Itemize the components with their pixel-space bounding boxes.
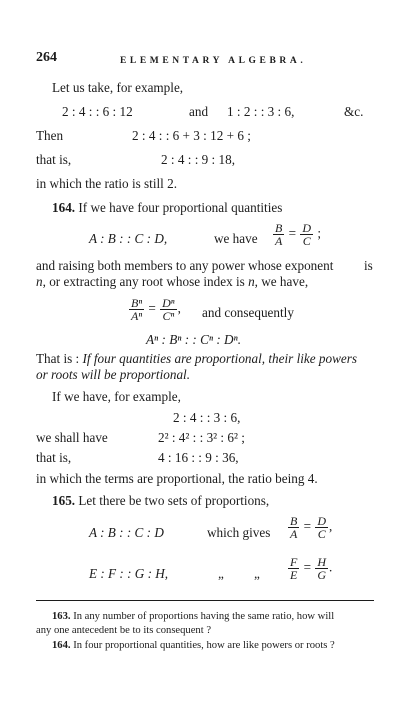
text-word: we shall have: [36, 430, 108, 445]
fraction: $\frac{\text{Bⁿ}}{\text{Aⁿ}}$: [131, 296, 143, 323]
section-number: 164.: [52, 200, 76, 215]
text-word: which gives: [207, 525, 271, 540]
footnote-question-163-continued: any one antecedent be to its consequent ?: [36, 625, 212, 636]
footnote-question-164: 164. In four proportional quantities, how are like powers or roots ?: [52, 640, 335, 651]
fraction: $\frac{D}{C}$: [302, 221, 312, 248]
fraction: $\frac{B}{A}$: [275, 221, 283, 248]
footnote-divider: [36, 600, 374, 601]
fraction: $\frac{B}{A}$: [290, 514, 298, 541]
equation: Aⁿ : Bⁿ : : Cⁿ : Dⁿ.: [146, 332, 241, 347]
section-164-heading: [52, 200, 282, 216]
text-line: and consequently: [202, 305, 294, 320]
text-word: that is,: [36, 450, 72, 465]
text-word: that is,: [36, 152, 72, 167]
equation: 2 : 4 : : 9 : 18,: [161, 152, 235, 167]
text-line: in which the ratio is still 2.: [36, 176, 178, 191]
text-line: That is : If four quantities are proportional, their like powers: [36, 351, 358, 366]
section-number: 165.: [52, 493, 76, 508]
text-line: in which the terms are proportional, the ratio being 4.: [36, 471, 318, 486]
fraction: $\frac{F}{E}$: [290, 555, 298, 582]
text-line: Let us take, for example,: [52, 80, 184, 95]
proportion-example: 1 : 2 : : 3 : 6,: [227, 104, 295, 119]
fraction: $\frac{D}{C}$: [317, 514, 327, 541]
ditto-mark: „: [218, 566, 224, 581]
section-text: If we have four proportional quantities: [78, 200, 283, 215]
fraction-equation: $\frac{B}{A}$ = $\frac{D}{C}$ ;: [275, 221, 322, 248]
equation: 2 : 4 : : 3 : 6,: [173, 410, 241, 425]
text-word: and: [189, 104, 209, 119]
text-word: we have: [214, 231, 258, 246]
text-word: &c.: [344, 104, 364, 119]
fraction: $\frac{H}{G}$: [317, 555, 327, 582]
fraction-equation: $\frac{\text{Bⁿ}}{\text{Aⁿ}}$ = $\frac{\text{Dⁿ}}{\text{Cⁿ}}$ ,: [131, 296, 181, 323]
running-title: ELEMENTARY ALGEBRA.: [120, 56, 307, 66]
page-number: 264: [36, 50, 57, 65]
text-word: is: [364, 258, 373, 273]
proportion-example: 2 : 4 : : 6 : 12: [62, 104, 133, 119]
text-line: If we have, for example,: [52, 389, 181, 404]
proportion: E : F : : G : H,: [89, 566, 169, 581]
text-line: and raising both members to any power whose exponent: [36, 258, 334, 273]
equation: 2² : 4² : : 3² : 6² ;: [158, 430, 245, 445]
equation: 4 : 16 : : 9 : 36,: [158, 450, 239, 465]
fraction: $\frac{\text{Dⁿ}}{\text{Cⁿ}}$: [162, 296, 175, 323]
fraction-equation: $\frac{F}{E}$ = $\frac{H}{G}$ .: [290, 555, 333, 582]
equation: [89, 231, 167, 247]
ditto-mark: „: [254, 566, 260, 581]
equation: 2 : 4 : : 6 + 3 : 12 + 6 ;: [132, 128, 251, 143]
text-line: n, or extracting any root whose index is n, we have,: [36, 274, 309, 289]
proportion: A : B : : C : D,: [89, 231, 168, 246]
section-text: Let there be two sets of proportions,: [78, 493, 270, 508]
section-165-heading: [52, 493, 269, 509]
text-word: Then: [36, 128, 64, 143]
fraction-equation: $\frac{B}{A}$ = $\frac{D}{C}$ ,: [290, 514, 333, 541]
footnote-question-163: 163. In any number of proportions having the same ratio, how will: [52, 611, 335, 622]
proportion: A : B : : C : D: [89, 525, 164, 540]
text-line: or roots will be proportional.: [36, 367, 190, 382]
